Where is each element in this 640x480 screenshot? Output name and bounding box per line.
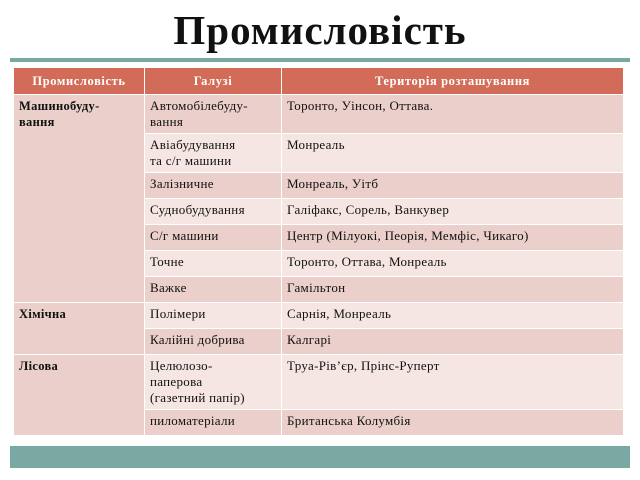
industry-name: Лісова: [14, 355, 145, 436]
industry-name: Хімічна: [14, 303, 145, 355]
branch-name: Автомобілебуду- вання: [145, 95, 282, 134]
top-accent-band: [10, 58, 630, 62]
slide-title: Промисловість: [173, 7, 467, 53]
territory-value: Центр (Мілуокі, Пеорія, Мемфіс, Чикаго): [282, 225, 624, 251]
branch-name: Суднобудування: [145, 199, 282, 225]
branch-name: Целюлозо- паперова (газетний папір): [145, 355, 282, 410]
territory-value: Калгарі: [282, 329, 624, 355]
header-territory: Територія розташування: [282, 68, 624, 95]
territory-value: Британська Колумбія: [282, 410, 624, 436]
territory-value: Труа-Рів’єр, Прінс-Руперт: [282, 355, 624, 410]
territory-value: Торонто, Уінсон, Оттава.: [282, 95, 624, 134]
table-row: [14, 303, 624, 329]
table-row: [14, 355, 624, 410]
branch-name: Калійні добрива: [145, 329, 282, 355]
table-header-row: [14, 68, 624, 95]
branch-name: Точне: [145, 251, 282, 277]
table-row: [14, 95, 624, 134]
territory-value: Сарнія, Монреаль: [282, 303, 624, 329]
branch-name: Залізничне: [145, 173, 282, 199]
industry-name: Машинобуду- вання: [14, 95, 145, 303]
territory-value: Гамільтон: [282, 277, 624, 303]
territory-value: Галіфакс, Сорель, Ванкувер: [282, 199, 624, 225]
territory-value: Монреаль, Уітб: [282, 173, 624, 199]
bottom-accent-band: [10, 446, 630, 468]
territory-value: Торонто, Оттава, Монреаль: [282, 251, 624, 277]
industry-table: [13, 67, 624, 436]
branch-name: Авіабудування та с/г машини: [145, 134, 282, 173]
branch-name: Важке: [145, 277, 282, 303]
branch-name: Полімери: [145, 303, 282, 329]
branch-name: С/г машини: [145, 225, 282, 251]
header-branches: Галузі: [145, 68, 282, 95]
header-industry: Промисловість: [14, 68, 145, 95]
territory-value: Монреаль: [282, 134, 624, 173]
branch-name: пиломатеріали: [145, 410, 282, 436]
